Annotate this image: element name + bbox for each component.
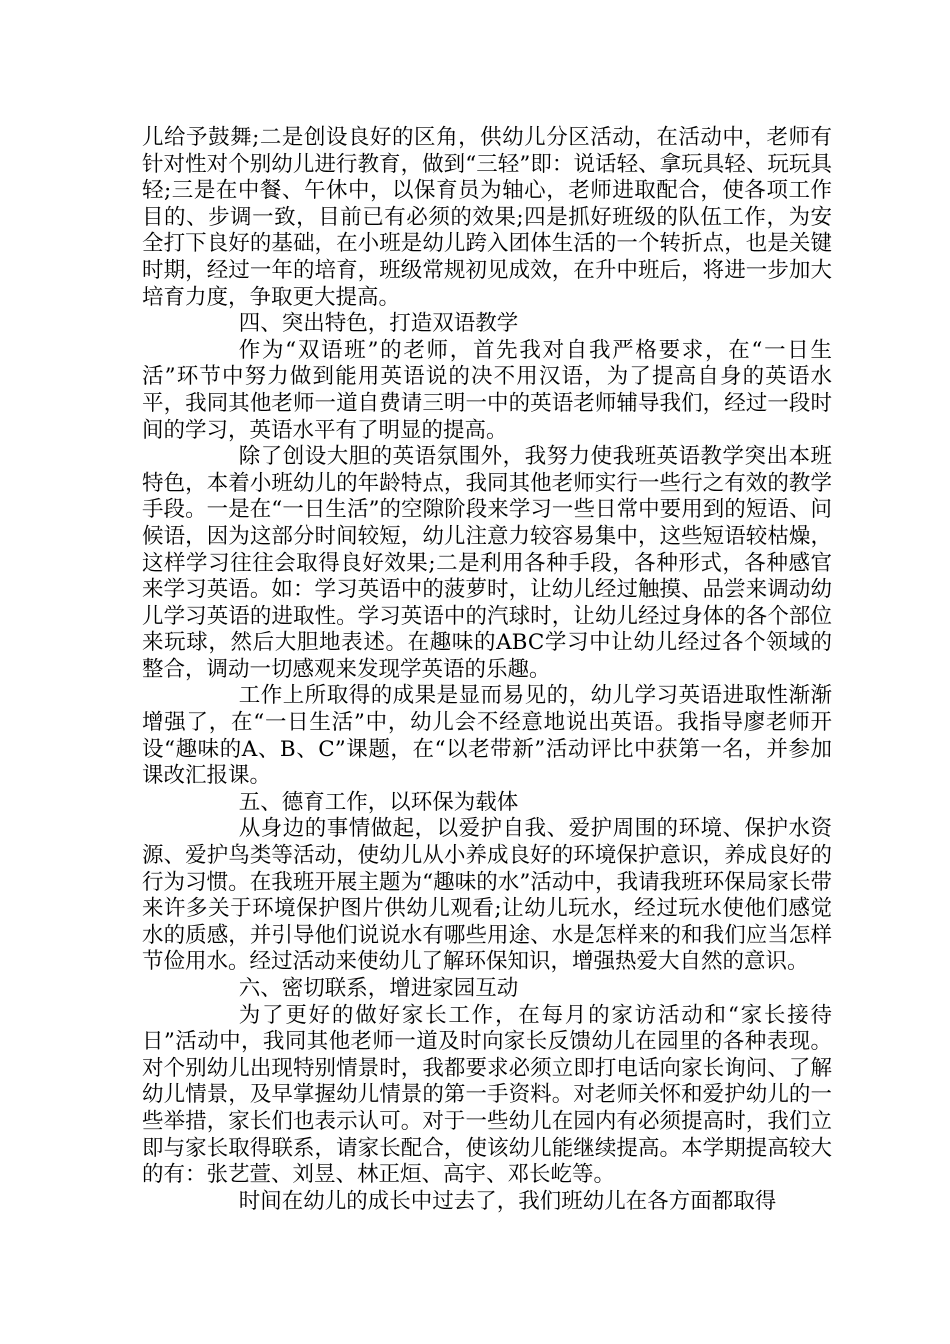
paragraph: 为了更好的做好家长工作，在每月的家访活动和“家长接待日”活动中，我同其他老师一道及时向家长反馈幼儿在园里的各种表现。对个别幼儿出现特别情景时，我都要求必须立即打电话向家长询问、了解幼儿情景，及早掌握幼儿情景的第一手资料。对老师关怀和爱护幼儿的一些举措，家长们也表示认可。对于一些幼儿在园内有必须提高时，我们立即与家长取得联系，请家长配合，使该幼儿能继续提高。本学期提高较大的有：张艺萱、刘昱、林正烜、高宇、邓长屹等。 bbox=[142, 1002, 832, 1188]
paragraph: 除了创设大胆的英语氛围外，我努力使我班英语教学突出本班特色，本着小班幼儿的年龄特点，我同其他老师实行一些行之有效的教学手段。一是在“一日生活”的空隙阶段来学习一些日常中要用到的短语、问候语，因为这部分时间较短，幼儿注意力较容易集中，这些短语较枯燥，这样学习往往会取得良好效果;二是利用各种手段，各种形式，各种感官来学习英语。如：学习英语中的菠萝时，让幼儿经过触摸、品尝来调动幼儿学习英语的进取性。学习英语中的汽球时，让幼儿经过身体的各个部位来玩球，然后大胆地表述。在趣味的ABC学习中让幼儿经过各个领域的整合，调动一切感观来发现学英语的乐趣。 bbox=[142, 444, 832, 682]
paragraph: 从身边的事情做起，以爱护自我、爱护周围的环境、保护水资源、爱护鸟类等活动，使幼儿从小养成良好的环境保护意识，养成良好的行为习惯。在我班开展主题为“趣味的水”活动中，我请我班环保局家长带来许多关于环境保护图片供幼儿观看;让幼儿玩水，经过玩水使他们感觉水的质感，并引导他们说说水有哪些用途、水是怎样来的和我们应当怎样节俭用水。经过活动来使幼儿了解环保知识，增强热爱大自然的意识。 bbox=[142, 816, 832, 975]
document-body bbox=[142, 125, 832, 1215]
paragraph-last: 时间在幼儿的成长中过去了，我们班幼儿在各方面都取得 bbox=[238, 1188, 777, 1214]
section-heading-six: 六、密切联系，增进家园互动 bbox=[238, 976, 519, 1001]
section-heading-five: 五、德育工作，以环保为载体 bbox=[238, 789, 519, 815]
paragraph: 工作上所取得的成果是显而易见的，幼儿学习英语进取性渐渐增强了，在“一日生活”中，幼儿会不经意地说出英语。我指导廖老师开设“趣味的A、B、C”课题，在“以老带新”活动评比中获第一名，并参加课改汇报课。 bbox=[142, 683, 832, 789]
section-heading-four: 四、突出特色，打造双语教学 bbox=[238, 311, 519, 337]
paragraph: 作为“双语班”的老师，首先我对自我严格要求，在“一日生活”环节中努力做到能用英语说的决不用汉语，为了提高自身的英语水平，我同其他老师一道自费请三明一中的英语老师辅导我们，经过一段时间的学习，英语水平有了明显的提高。 bbox=[142, 337, 832, 443]
paragraph-continuation: 儿给予鼓舞;二是创设良好的区角，供幼儿分区活动，在活动中，老师有针对性对个别幼儿进行教育，做到“三轻”即：说话轻、拿玩具轻、玩玩具轻;三是在中餐、午休中，以保育员为轴心，老师进取配合，使各项工作目的、步调一致，目前已有必须的效果;四是抓好班级的队伍工作，为安全打下良好的基础，在小班是幼儿跨入团体生活的一个转折点，也是关键时期，经过一年的培育，班级常规初见成效，在升中班后，将进一步加大培育力度，争取更大提高。 bbox=[142, 125, 832, 310]
